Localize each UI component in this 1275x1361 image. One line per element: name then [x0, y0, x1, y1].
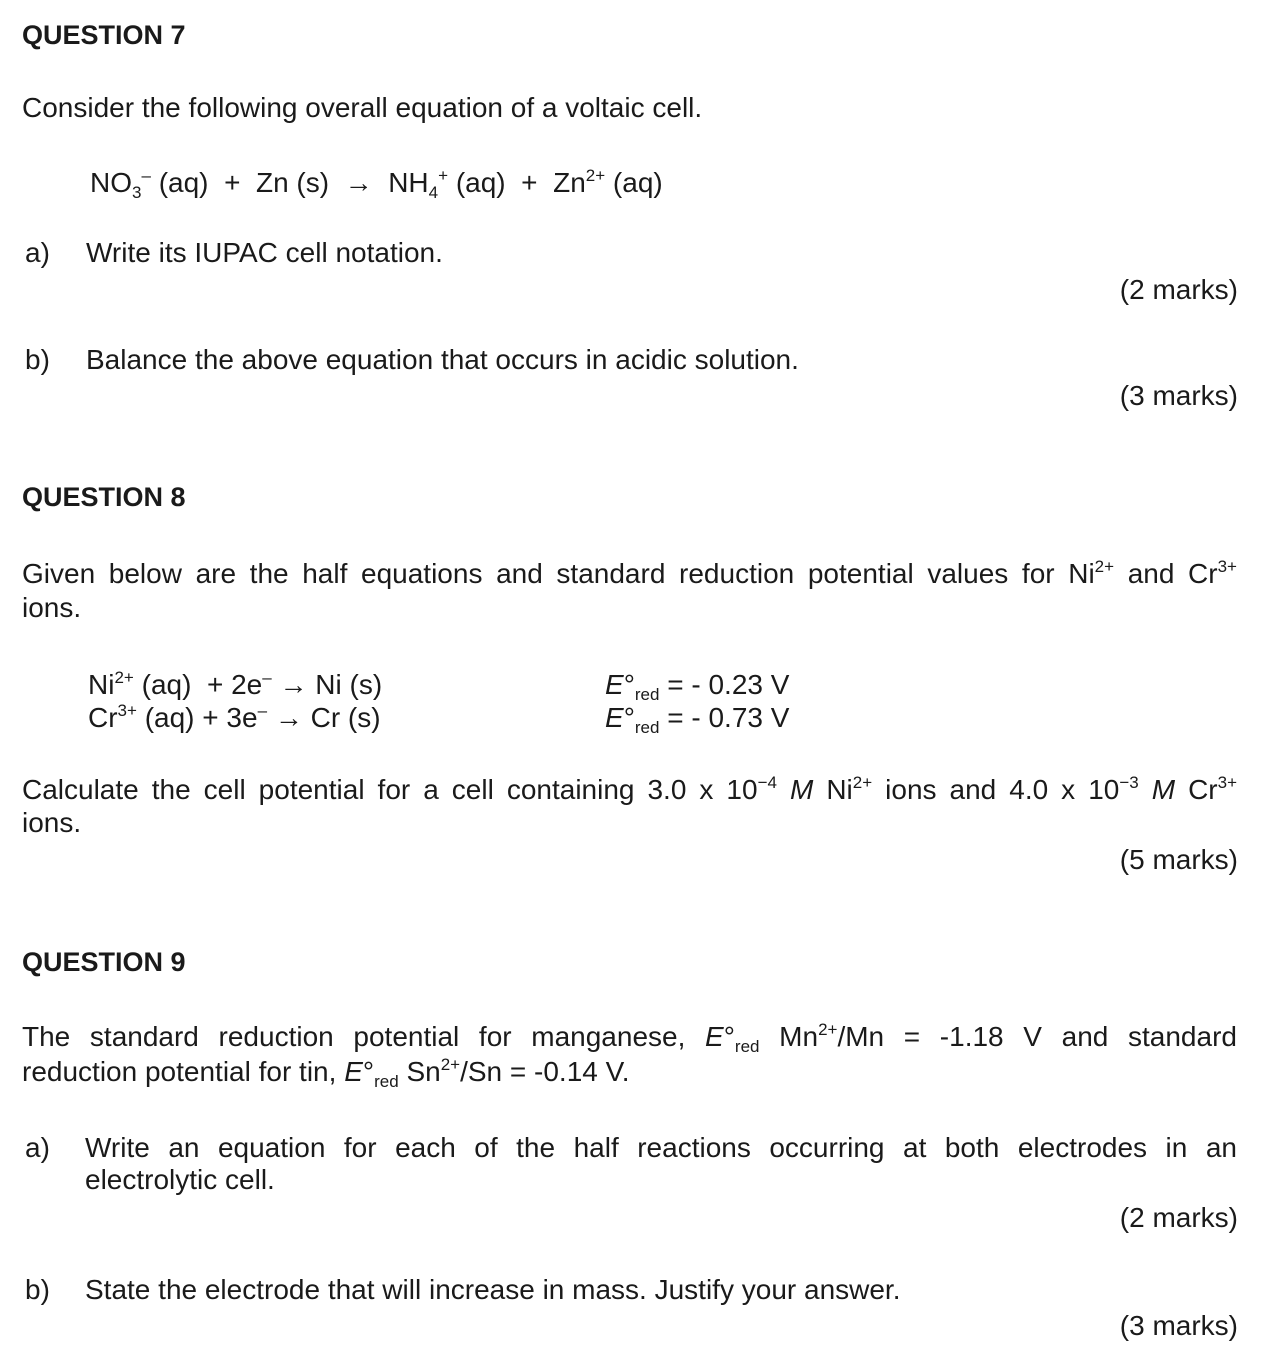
text-segment: (3 marks)	[1119, 380, 1238, 411]
i-text: E	[605, 669, 624, 700]
text-segment: /Sn = -0.14 V.	[460, 1056, 630, 1087]
text-segment: QUESTION 7	[22, 20, 186, 50]
question-7-title	[22, 18, 186, 52]
q9b-text	[85, 1273, 901, 1307]
sub-text: red	[734, 1037, 760, 1056]
i-text: E	[705, 1021, 724, 1052]
text-segment: (2 marks)	[1119, 1202, 1238, 1233]
q8-marks	[1120, 843, 1238, 877]
q7a-marks	[1120, 273, 1238, 307]
text-segment: QUESTION 9	[22, 947, 186, 977]
text-segment: (3 marks)	[1119, 1310, 1238, 1341]
half-equation-nickel	[88, 668, 382, 702]
sup-text: –	[262, 668, 272, 687]
sup-text: 2+	[852, 773, 873, 792]
sup-text: 2+	[818, 1020, 838, 1039]
question-7-equation	[90, 166, 663, 200]
question-8-intro-line1	[22, 557, 1237, 591]
text-segment: reduction potential for tin,	[22, 1056, 345, 1087]
question-9-title	[22, 945, 186, 979]
text-segment: (aq) + 3e	[136, 702, 258, 733]
text-segment: a)	[25, 237, 50, 268]
sup-text: 2+	[1094, 557, 1115, 576]
text-segment	[777, 774, 790, 805]
text-segment: QUESTION 8	[22, 482, 186, 512]
question-9-intro-line2	[22, 1055, 630, 1089]
text-segment: ions and 4.0 x 10	[872, 774, 1120, 805]
sup-text: −4	[757, 773, 777, 792]
text-segment: Write an equation for each of the half reactions occurring at both electrodes in an	[85, 1132, 1237, 1163]
text-segment: (aq) + Zn (s) → NH	[150, 167, 429, 198]
sup-text: 2+	[585, 166, 606, 185]
q9a-marks	[1120, 1201, 1238, 1235]
q7a-label	[25, 236, 50, 270]
text-segment: The standard reduction potential for manganese,	[22, 1021, 706, 1052]
sup-text: 2+	[440, 1055, 461, 1074]
text-segment: a)	[25, 1132, 50, 1163]
text-segment: Sn	[398, 1056, 441, 1087]
q7b-text	[86, 343, 799, 377]
sup-text: −3	[1119, 773, 1139, 792]
text-segment: electrolytic cell.	[85, 1164, 275, 1195]
q9b-marks	[1120, 1309, 1238, 1343]
text-segment: → Cr (s)	[267, 702, 381, 733]
question-8-calc-line1	[22, 773, 1237, 807]
sup-text: +	[438, 166, 449, 185]
text-segment: Mn	[759, 1021, 819, 1052]
text-segment: °	[623, 669, 635, 700]
text-segment: = - 0.23 V	[659, 669, 790, 700]
text-segment: °	[623, 702, 635, 733]
text-segment: °	[362, 1056, 375, 1087]
sub-text: 3	[132, 183, 142, 202]
text-segment: Balance the above equation that occurs in acidic solution.	[86, 344, 799, 375]
text-segment: (aq) + Zn	[448, 167, 586, 198]
question-9-intro-line1	[22, 1020, 1237, 1054]
text-segment: State the electrode that will increase in mass. Justify your answer.	[85, 1274, 901, 1305]
q7b-label	[25, 343, 50, 377]
sup-text: 3+	[1217, 773, 1238, 792]
sub-text: red	[634, 718, 660, 737]
text-segment: °	[723, 1021, 735, 1052]
text-segment: Cr	[1175, 774, 1218, 805]
text-segment: ions.	[22, 592, 82, 623]
q7b-marks	[1120, 379, 1238, 413]
sup-text: –	[257, 701, 268, 720]
text-segment: Cr	[88, 702, 118, 733]
text-segment: (aq) + 2e	[133, 669, 263, 700]
potential-nickel	[605, 668, 789, 702]
sup-text: –	[141, 166, 151, 185]
text-segment: → Ni (s)	[271, 669, 383, 700]
sup-text: 3+	[1217, 557, 1237, 576]
text-segment: Ni	[88, 669, 115, 700]
q7a-text	[86, 236, 443, 270]
text-segment: = - 0.73 V	[659, 702, 790, 733]
text-segment: ions.	[22, 807, 82, 838]
sub-text: 4	[428, 183, 439, 202]
question-8-title	[22, 480, 186, 514]
question-8-calc-line2	[22, 806, 81, 840]
sup-text: 2+	[114, 668, 134, 687]
text-segment: b)	[25, 1274, 50, 1305]
i-text: M	[1151, 774, 1176, 805]
question-8-intro-line2	[22, 591, 81, 625]
text-segment: NO	[90, 167, 132, 198]
text-segment: (5 marks)	[1119, 844, 1238, 875]
i-text: E	[605, 702, 624, 733]
text-segment: Ni	[813, 774, 853, 805]
text-segment: (aq)	[605, 167, 663, 198]
text-segment: Given below are the half equations and standard reduction potential values for Ni	[22, 558, 1095, 589]
i-text: E	[344, 1056, 363, 1087]
sub-text: red	[634, 685, 660, 704]
text-segment: and Cr	[1114, 558, 1218, 589]
q9a-text-line2	[85, 1163, 275, 1197]
sup-text: 3+	[117, 701, 137, 720]
text-segment	[1139, 774, 1152, 805]
text-segment: Write its IUPAC cell notation.	[86, 237, 443, 268]
q9b-label	[25, 1273, 50, 1307]
q9a-text-line1	[85, 1131, 1237, 1165]
half-equation-chromium	[88, 701, 381, 735]
text-segment: /Mn = -1.18 V and standard	[837, 1021, 1237, 1052]
question-7-intro	[22, 91, 702, 125]
sub-text: red	[374, 1072, 399, 1091]
text-segment: Calculate the cell potential for a cell containing 3.0 x 10	[22, 774, 758, 805]
q9a-label	[25, 1131, 50, 1165]
potential-chromium	[605, 701, 789, 735]
text-segment: b)	[25, 344, 50, 375]
text-segment: Consider the following overall equation of a voltaic cell.	[22, 92, 703, 123]
text-segment: (2 marks)	[1119, 274, 1238, 305]
i-text: M	[789, 774, 814, 805]
